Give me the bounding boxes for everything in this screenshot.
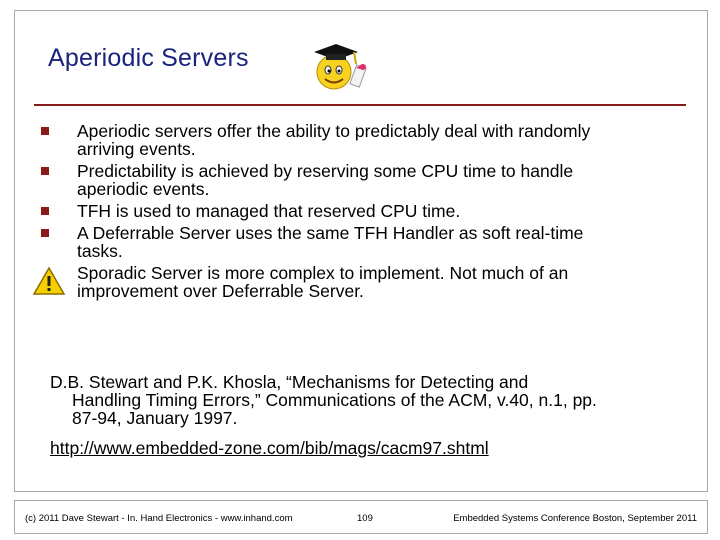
bullet-item: A Deferrable Server uses the same TFH Handler as soft real-time tasks.	[34, 224, 694, 260]
bullet-item: Sporadic Server is more complex to implement. Not much of an improvement over Deferrable Server.	[34, 264, 694, 300]
square-bullet-icon	[41, 127, 49, 135]
page-number: 109	[357, 513, 373, 524]
bullet-item: Aperiodic servers offer the ability to predictably deal with randomly arriving events.	[34, 122, 694, 158]
bullet-list	[34, 122, 694, 304]
warning-icon	[32, 266, 66, 296]
slide-title: Aperiodic Servers	[48, 44, 249, 72]
bullet-item: Predictability is achieved by reserving some CPU time to handle aperiodic events.	[34, 162, 694, 198]
square-bullet-icon	[41, 229, 49, 237]
graduate-smiley-icon	[308, 38, 370, 92]
title-divider	[34, 104, 686, 106]
footer-copyright: (c) 2011 Dave Stewart - In. Hand Electronics - www.inhand.com	[25, 513, 293, 524]
square-bullet-icon	[41, 167, 49, 175]
footer-event: Embedded Systems Conference Boston, September 2011	[453, 513, 697, 524]
reference-link[interactable]: http://www.embedded-zone.com/bib/mags/cacm97.shtml	[50, 438, 489, 458]
reference-citation: D.B. Stewart and P.K. Khosla, “Mechanisms for Detecting and Handling Timing Errors,” Communications of the ACM, v.40, n.1, pp. 87-94, January 1997.	[50, 372, 597, 428]
bullet-item: TFH is used to managed that reserved CPU time.	[34, 202, 694, 220]
footer	[14, 500, 708, 534]
square-bullet-icon	[41, 207, 49, 215]
